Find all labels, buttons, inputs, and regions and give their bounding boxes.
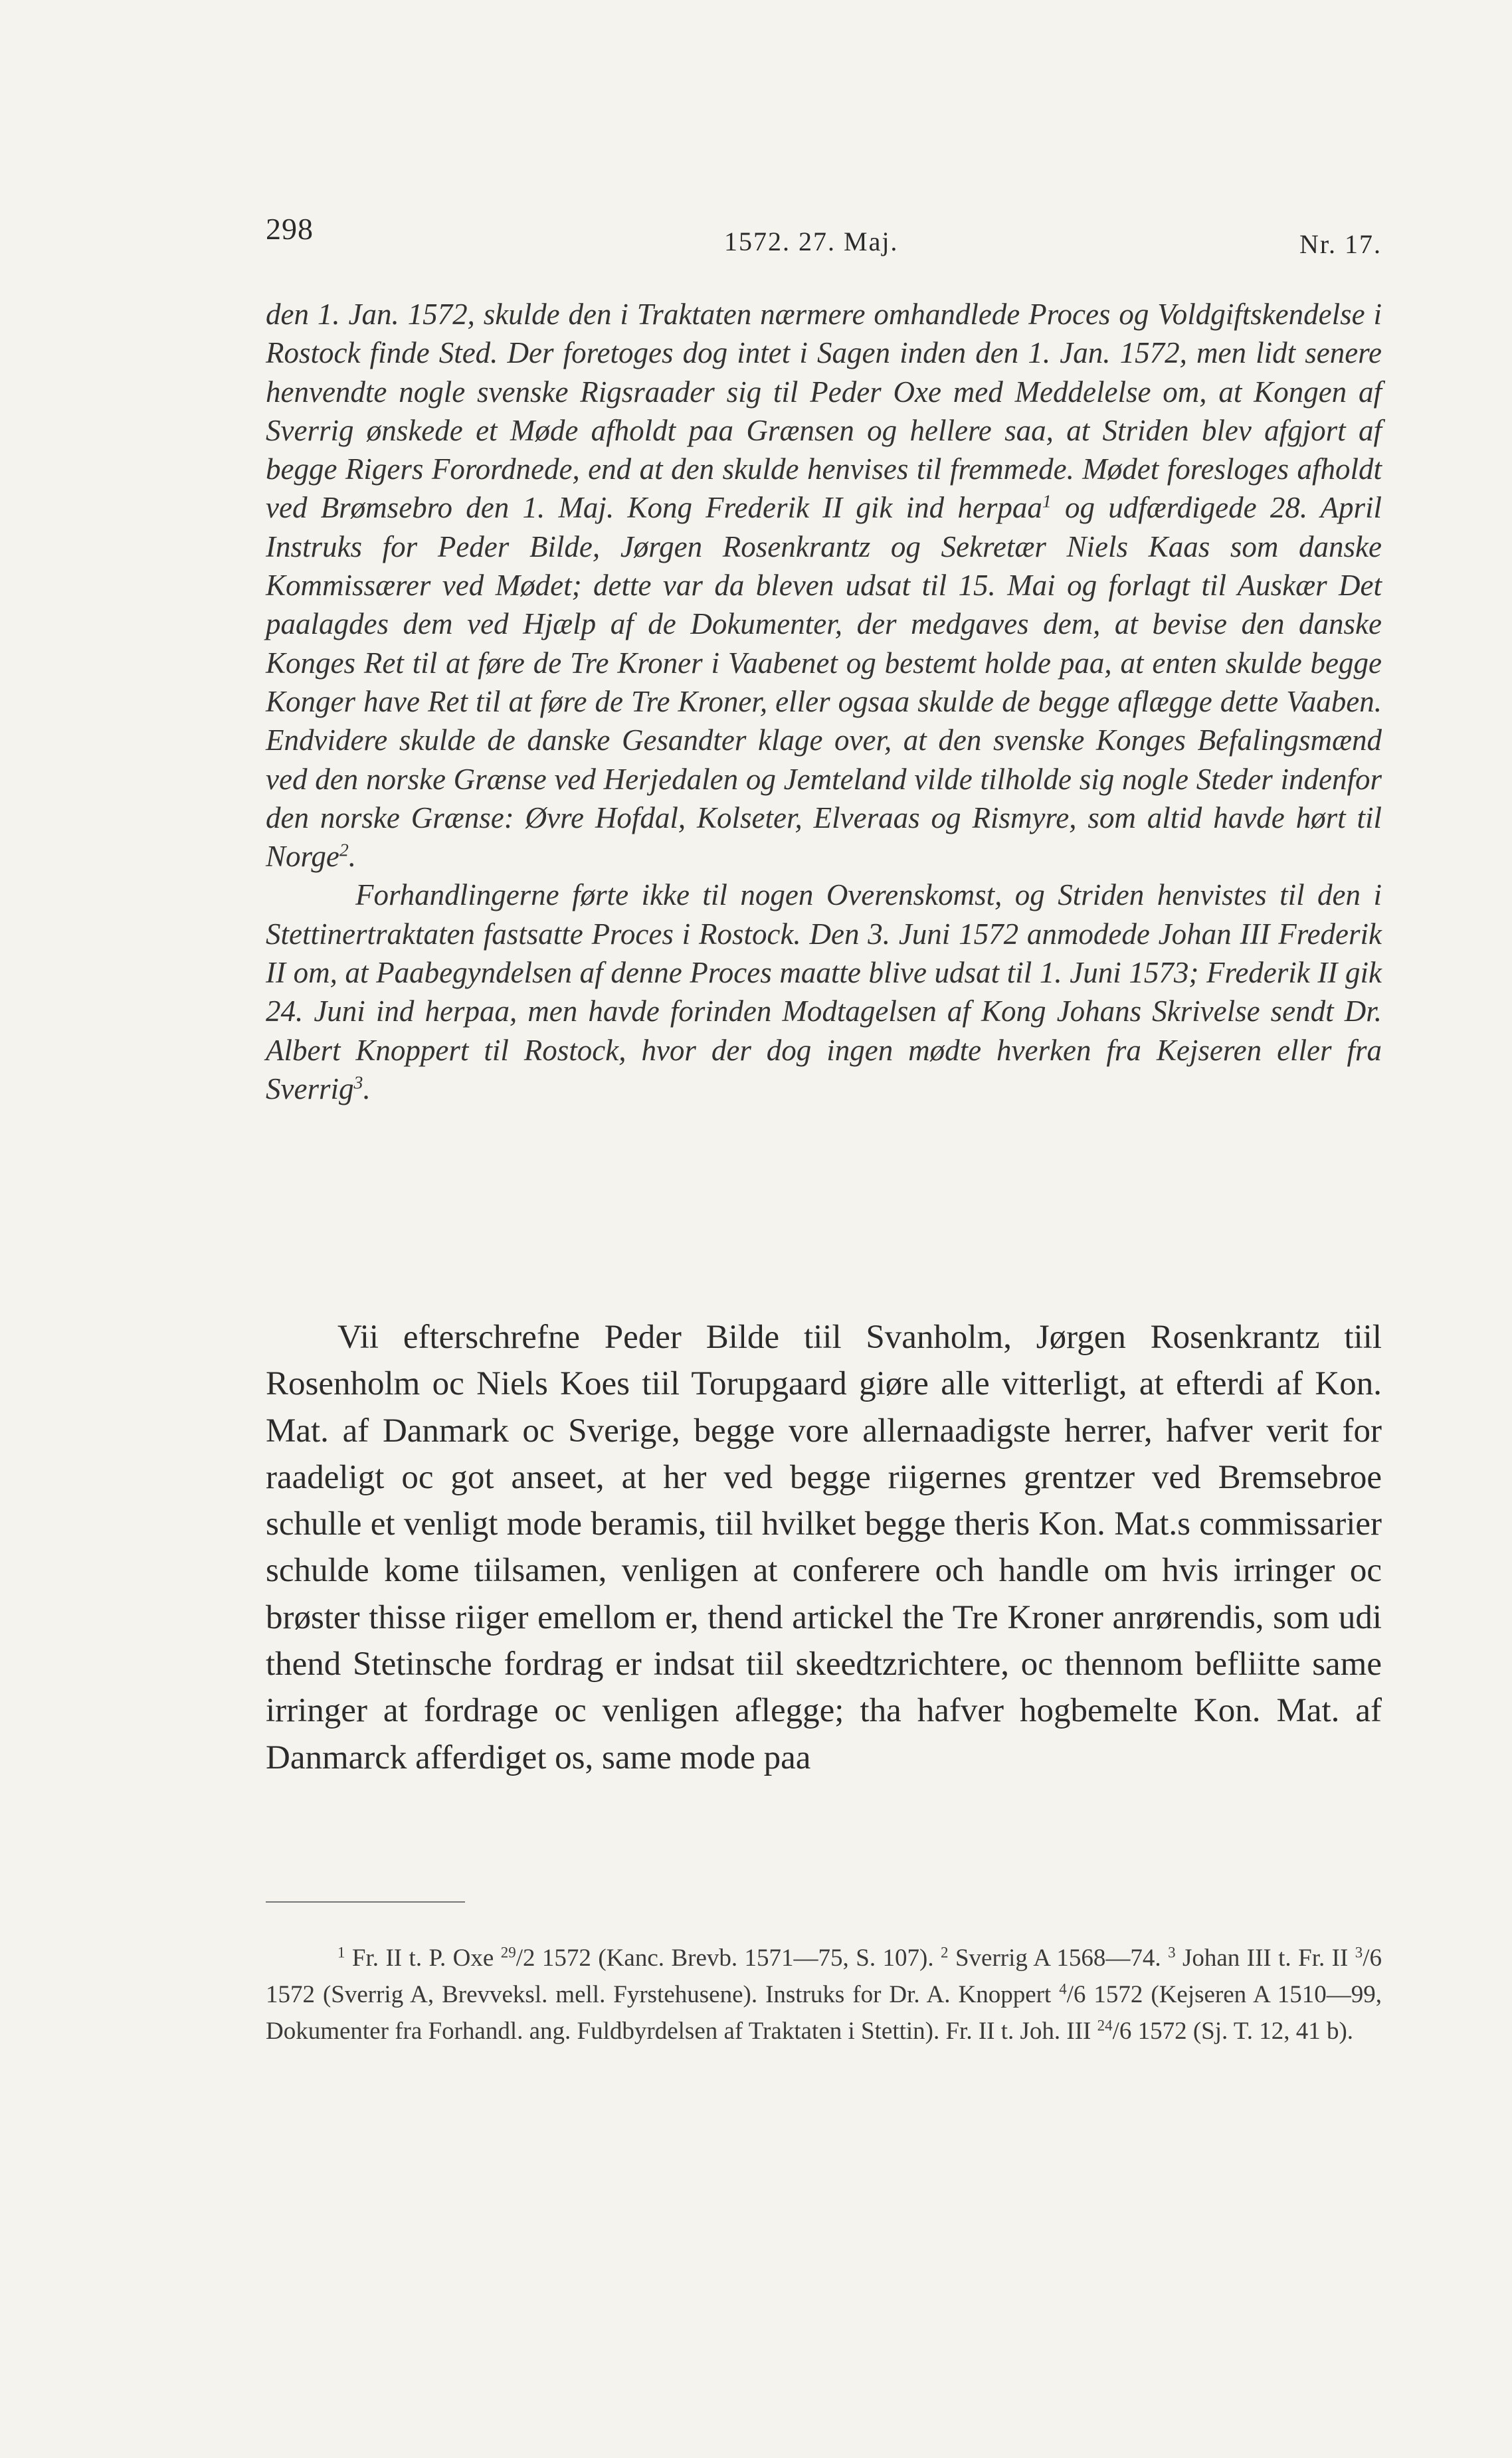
page-header (266, 211, 1382, 264)
footnote-text: Fr. II t. P. Oxe (345, 1944, 501, 1972)
document-number: Nr. 17. (1299, 229, 1382, 259)
date-day: 29 (500, 1944, 516, 1961)
footnote-mark-3: 3 (1168, 1944, 1176, 1961)
editorial-introduction (266, 295, 1382, 1108)
date-day: 3 (1355, 1944, 1363, 1961)
footnote-mark-1: 1 (337, 1944, 345, 1961)
footnote-text: 1572 (Sj. T. 12, 41 b). (1131, 2018, 1354, 2045)
intro-text: og udfærdigede 28. April Instruks for Peder Bilde, Jørgen Rosenkrantz og Sekretær Niels Kaas som danske Kommissærer ved Mødet; dette var da bleven udsat til 15. Mai og forlagt til Auskær Det paalagdes dem ved Hjælp af de Dokumenter, der medgaves dem, at bevise den danske Konges Ret til at føre de Tre Kroner i Vaabenet og bestemt holde paa, at enten skulde begge Konger have Ret til at føre de Tre Kroner, eller ogsaa skulde de begge aflægge dette Vaaben. Endvidere skulde de danske Gesandter klage over, at den svenske Konges Befalingsmænd ved den norske Grænse ved Herjedalen og Jemteland vilde tilholde sig nogle Steder indenfor den norske Grænse: Øvre Hofdal, Kolseter, Elveraas og Rismyre, som altid havde hørt til Norge (266, 491, 1382, 874)
footnote-text: 1572 (Sverrig A, Brevveksl. mell. Fyrstehusene). Instruks for Dr. A. Knoppert (266, 1981, 1060, 2008)
footnote-ref-2: 2 (339, 840, 349, 861)
footnote-divider (266, 1901, 465, 1903)
date-month: /2 (516, 1944, 535, 1972)
intro-text: . (348, 840, 357, 874)
page-number: 298 (266, 212, 314, 246)
footnote-text: 1572 (Kanc. Brevb. 1571—75, S. 107). (535, 1944, 941, 1972)
footnote-mark-2: 2 (941, 1944, 949, 1961)
intro-text: Forhandlingerne førte ikke til nogen Overenskomst, og Striden henvistes til den i Stettinertraktaten fastsatte Proces i Rostock. Den 3. Juni 1572 anmodede Johan III Frederik II om, at Paabegyndelsen af denne Proces maatte blive udsat til 1. Juni 1573; Frederik II gik 24. Juni ind herpaa, men havde forinden Modtagelsen af Kong Johans Skrivelse sendt Dr. Albert Knoppert til Rostock, hvor der dog ingen mødte hverken fra Kejseren eller fra Sverrig (266, 878, 1382, 1105)
intro-paragraph (266, 295, 1382, 876)
footnote-paragraph (266, 1940, 1382, 2049)
document-text (266, 1314, 1382, 1781)
date-month: /6 (1066, 1981, 1086, 2008)
intro-paragraph (266, 876, 1382, 1108)
footnote-ref-1: 1 (1042, 492, 1052, 513)
intro-text: den 1. Jan. 1572, skulde den i Traktaten nærmere omhandlede Proces og Voldgiftskendelse i Rostock finde Sted. Der foretoges dog intet i Sagen inden den 1. Jan. 1572, men lidt senere henvendte nogle svenske Rigsraader sig til Peder Oxe med Meddelelse om, at Kongen af Sverrig ønskede et Møde afholdt paa Grænsen og hellere saa, at Striden blev afgjort af begge Rigers Forordnede, end at den skulde henvises til fremmede. Mødet foresloges afholdt ved Brømsebro den 1. Maj. Kong Frederik II gik ind herpaa (266, 298, 1382, 525)
date-day: 24 (1097, 2017, 1113, 2034)
footnotes (266, 1940, 1382, 2049)
date-month: /6 (1112, 2018, 1132, 2045)
footnote-text: 1572 (Kejseren A 1510—99, Dokumenter fra Forhandl. ang. Fuldbyrdelsen af Traktaten i Stettin). Fr. II t. Joh. III (266, 1981, 1382, 2045)
intro-text: . (363, 1072, 371, 1105)
running-head: 1572. 27. Maj. (724, 227, 899, 256)
date-day: 4 (1059, 1980, 1067, 1998)
footnote-ref-3: 3 (353, 1072, 363, 1093)
date-month: /6 (1363, 1944, 1382, 1972)
footnote-text: Johan III t. Fr. II (1175, 1944, 1355, 1972)
document-paragraph: Vii efterschrefne Peder Bilde tiil Svanholm, Jørgen Rosenkrantz tiil Rosenholm oc Niels Koes tiil Torupgaard giøre alle vitterligt, at efterdi af Kon. Mat. af Danmark oc Sverige, begge vore allernaadigste herrer, hafver verit for raadeligt oc got anseet, at her ved begge riigernes grentzer ved Bremsebroe schulle et venligt mode beramis, tiil hvilket begge theris Kon. Mat.s commissarier schulde kome tiilsamen, venligen at conferere och handle om hvis irringer oc brøster thisse riiger emellom er, thend artickel the Tre Kroner anrørendis, som udi thend Stetinsche fordrag er indsat tiil skeedtzrichtere, oc thennom befliitte same irringer at fordrage oc venligen aflegge; tha hafver hogbemelte Kon. Mat. af Danmarck afferdiget os, same mode paa (266, 1319, 1382, 1776)
footnote-text: Sverrig A 1568—74. (948, 1944, 1169, 1972)
